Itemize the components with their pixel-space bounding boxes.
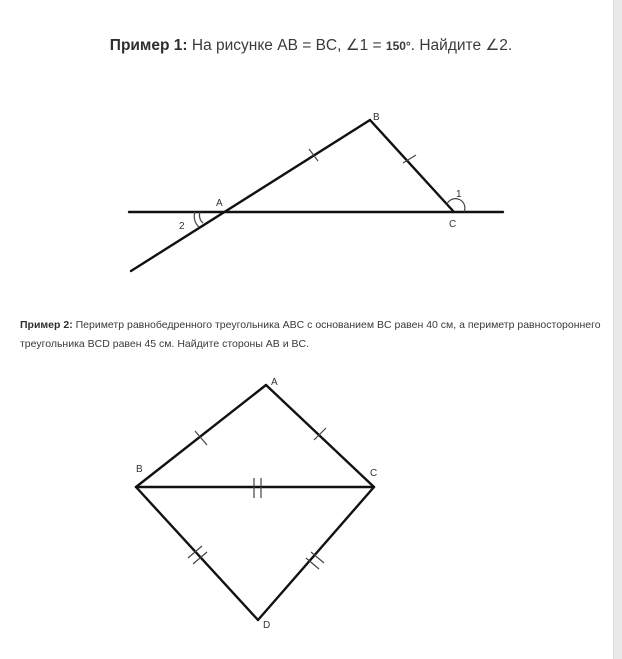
line-ab-extended bbox=[131, 120, 370, 271]
point-label-b: B bbox=[136, 464, 143, 475]
point-label-a: A bbox=[271, 377, 278, 388]
angle-2-arc-outer bbox=[194, 212, 199, 227]
angle-label-2: 2 bbox=[179, 221, 185, 232]
example-1-title bbox=[0, 36, 622, 55]
segment-ab bbox=[136, 385, 266, 487]
example-1-text-start: На рисунке AB = BC, ∠1 = bbox=[187, 37, 386, 54]
example-2-heading: Пример 2: bbox=[20, 319, 73, 331]
angle-label-1: 1 bbox=[456, 189, 462, 200]
example-1-text-end: . Найдите ∠2. bbox=[410, 37, 513, 54]
figure-1-diagram bbox=[0, 100, 622, 300]
example-1-heading: Пример 1: bbox=[109, 37, 188, 54]
point-label-c: C bbox=[449, 219, 457, 230]
example-2-text bbox=[20, 316, 614, 354]
point-label-a: A bbox=[216, 198, 223, 209]
angle-2-arc-inner bbox=[199, 212, 203, 223]
figure-2-diagram bbox=[0, 370, 622, 650]
segment-bd bbox=[136, 487, 258, 620]
example-2-body: Периметр равнобедренного треугольника ABC с основанием BC равен 40 см, а периметр равностороннего треугольника BCD равен 45 см. Найдите стороны AB и BC. bbox=[20, 319, 601, 350]
example-1-angle-value: 150° bbox=[385, 39, 411, 53]
point-label-c: C bbox=[370, 468, 378, 479]
point-label-d: D bbox=[263, 620, 271, 631]
point-label-b: B bbox=[373, 112, 380, 123]
segment-cd bbox=[258, 487, 374, 620]
segment-bc bbox=[370, 120, 454, 212]
angle-1-arc bbox=[447, 199, 465, 212]
tick-mark-ac bbox=[314, 428, 326, 440]
segment-ac bbox=[266, 385, 374, 487]
